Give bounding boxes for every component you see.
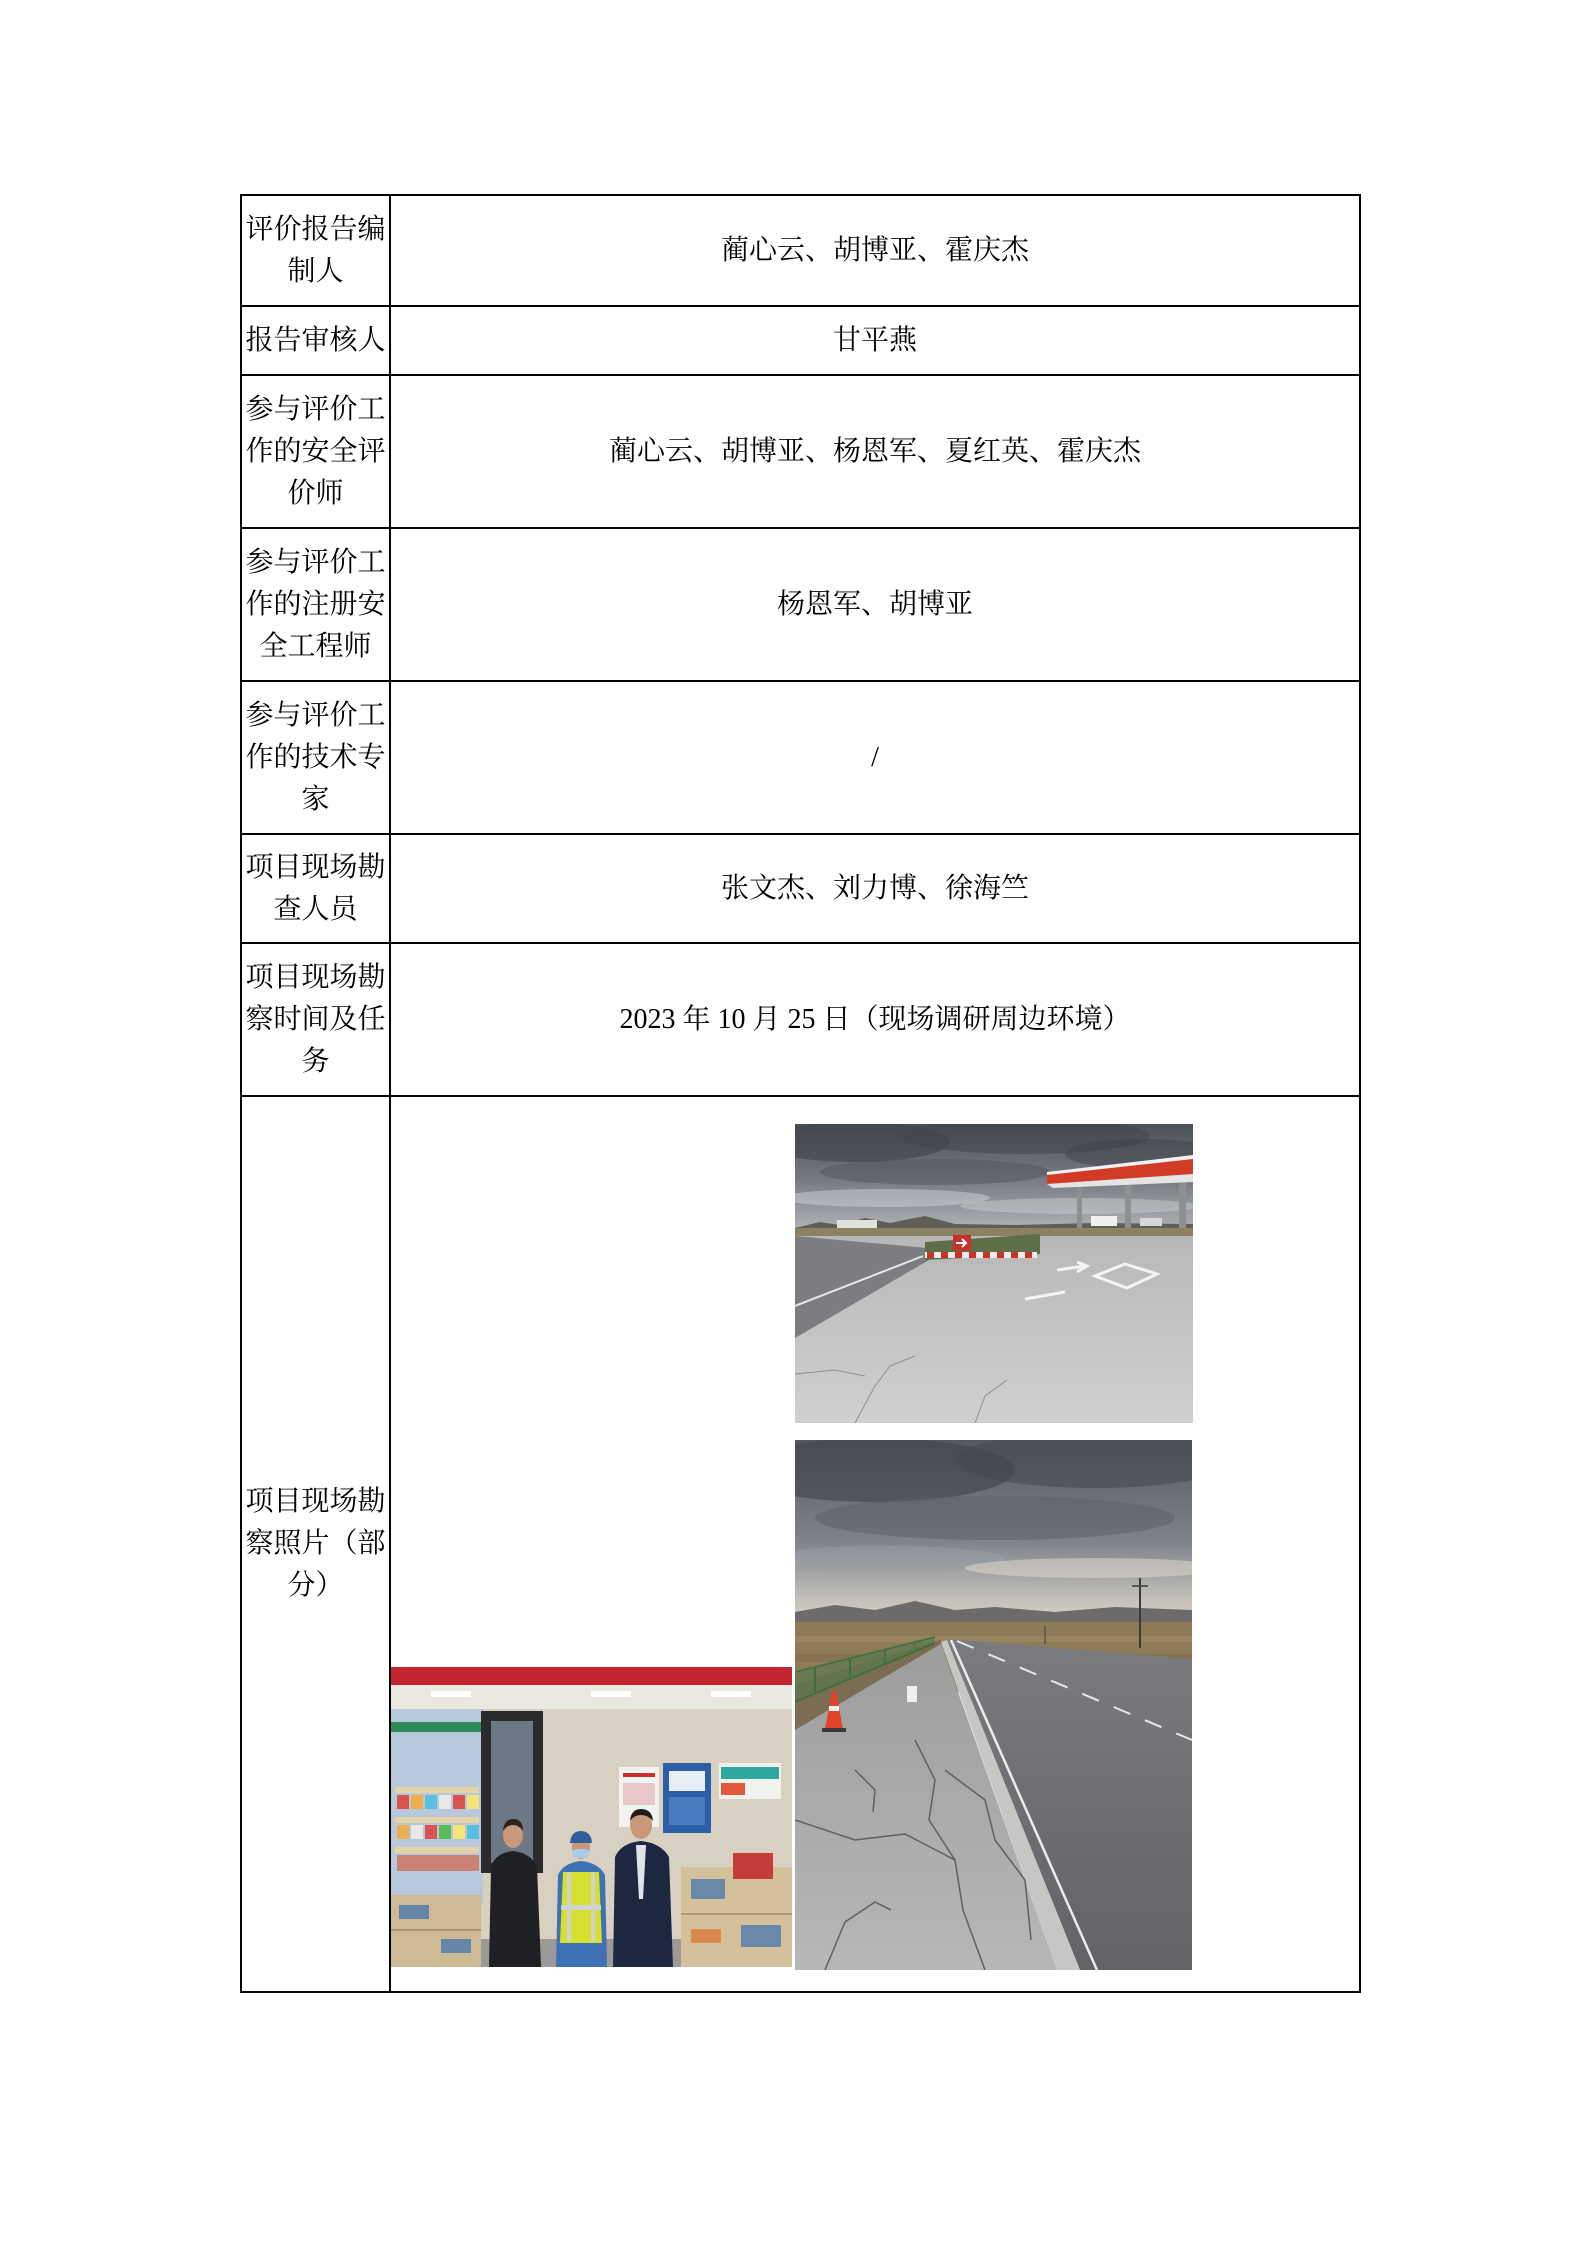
personnel-table: [240, 194, 1361, 1993]
door-frame: [481, 1711, 543, 1873]
barrier: [925, 1252, 1037, 1258]
value-cell-site-survey-photos: [391, 1097, 1361, 1993]
site-photo-roadside: [795, 1440, 1192, 1970]
site-photo-gas-station: [795, 1124, 1193, 1423]
store-window: [391, 1709, 483, 1904]
value-safety-assessors: 蔺心云、胡博亚、杨恩军、夏红英、霍庆杰: [608, 435, 1141, 467]
label-cell-technical-experts: [242, 682, 391, 835]
value-site-survey-staff: 张文杰、刘力博、徐海竺: [720, 872, 1029, 904]
label-cell-site-survey-photos: [242, 1097, 391, 1993]
value-site-survey-time-task: 2023 年 10 月 25 日（现场调研周边环境）: [619, 1003, 1131, 1035]
label-report-authors: 评价报告编制人: [245, 213, 386, 287]
value-cell-report-authors: [391, 196, 1361, 307]
value-registered-safety-engineers: 杨恩军、胡博亚: [776, 588, 973, 620]
value-report-reviewer: 甘平燕: [832, 324, 917, 356]
label-registered-safety-engineers: 参与评价工作的注册安全工程师: [245, 546, 386, 662]
label-cell-report-reviewer: [242, 307, 391, 376]
boxes-right: [681, 1853, 792, 1967]
label-cell-site-survey-time-task: [242, 944, 391, 1097]
value-technical-experts: /: [871, 741, 879, 773]
value-cell-site-survey-time-task: [391, 944, 1361, 1097]
value-cell-safety-assessors: [391, 376, 1361, 529]
value-cell-technical-experts: [391, 682, 1361, 835]
site-photo-team-in-store: [391, 1667, 792, 1967]
red-ceiling-band: [391, 1667, 792, 1685]
label-cell-safety-assessors: [242, 376, 391, 529]
label-site-survey-photos: 项目现场勘察照片（部分）: [245, 1486, 386, 1601]
label-cell-report-authors: [242, 196, 391, 307]
boxes-left: [391, 1895, 481, 1967]
label-report-reviewer: 报告审核人: [245, 324, 386, 356]
label-cell-registered-safety-engineers: [242, 529, 391, 682]
value-cell-registered-safety-engineers: [391, 529, 1361, 682]
value-cell-site-survey-staff: [391, 835, 1361, 944]
label-technical-experts: 参与评价工作的技术专家: [245, 699, 386, 815]
value-report-authors: 蔺心云、胡博亚、霍庆杰: [720, 234, 1029, 266]
distant-building: [837, 1220, 877, 1228]
label-cell-site-survey-staff: [242, 835, 391, 944]
value-cell-report-reviewer: [391, 307, 1361, 376]
label-safety-assessors: 参与评价工作的安全评价师: [245, 393, 386, 509]
label-site-survey-staff: 项目现场勘查人员: [245, 851, 386, 925]
marker-post: [907, 1686, 917, 1702]
direction-sign: [953, 1235, 971, 1251]
label-site-survey-time-task: 项目现场勘察时间及任务: [245, 961, 386, 1077]
